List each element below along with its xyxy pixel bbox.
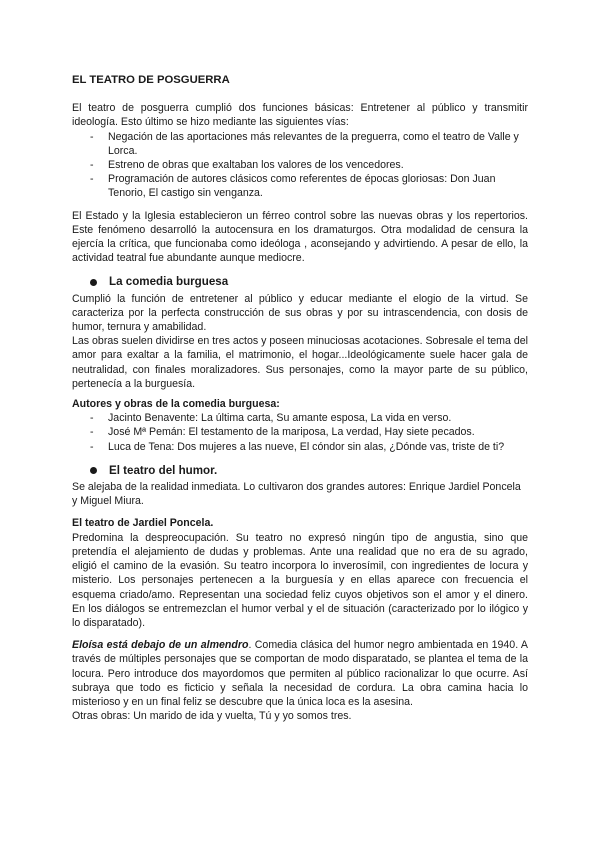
jardiel-heading: El teatro de Jardiel Poncela. xyxy=(72,517,214,530)
page-title: EL TEATRO DE POSGUERRA xyxy=(72,74,230,86)
bullet-icon xyxy=(90,279,97,286)
list-item: - Estreno de obras que exaltaban los valores de los vencedores. xyxy=(90,158,528,172)
bullet-icon xyxy=(90,467,97,474)
list-item: - Jacinto Benavente: La última carta, Su amante esposa, La vida en verso. xyxy=(90,411,528,425)
eloisa-text: . Comedia clásica del humor negro ambientada en 1940. A través de múltiples personajes que se comportan de modo disparatado, se plantea el tema de la locura. Pero introduce dos mayordomos que permiten al público racionalizar lo que ocurre. Así subraya que todo es ficticio y señala la necesidad de cordura. La obra camina hacia lo misterioso y en un final feliz se descubre que la única loca es la asesina. xyxy=(72,639,528,708)
comedia-paragraph-1: Cumplió la función de entretener al público y educar mediante el elogio de la virtud. Se caracteriza por la perfecta construcción de sus obras y por su intrascendencia, con dosis de humor, ternura y amabilidad. xyxy=(72,292,528,334)
list-item: - Programación de autores clásicos como referentes de épocas gloriosas: Don Juan Tenorio, El castigo sin venganza. xyxy=(90,172,528,200)
comedia-paragraph-2: Las obras suelen dividirse en tres actos y poseen minuciosas acotaciones. Sobresale el tema del amor para exaltar a la familia, el matrimonio, el hogar...Ideológicamente suele hacer gala de neutralidad, con finales moralizadores. Sus personajes, como la mayor parte de su público, pertenecía a la burguesía. xyxy=(72,335,528,390)
section-heading-humor xyxy=(72,464,528,478)
authors-list xyxy=(72,411,528,454)
eloisa-title: Eloísa está debajo de un almendro xyxy=(72,639,249,652)
eloisa-paragraph xyxy=(72,638,528,709)
list-item: - José Mª Pemán: El testamento de la mariposa, La verdad, Hay siete pecados. xyxy=(90,425,528,439)
intro-list xyxy=(72,130,528,201)
humor-paragraph: Se alejaba de la realidad inmediata. Lo cultivaron dos grandes autores: Enrique Jardiel Poncela y Miguel Miura. xyxy=(72,481,521,508)
section-heading-comedia xyxy=(72,275,528,289)
jardiel-paragraph: Predomina la despreocupación. Su teatro no expresó ningún tipo de angustia, sino que pretendía el alejamiento de dudas y problemas. Ante una realidad que no era de su agrado, eligió el camino de la evasión. Su teatro incorpora lo inverosímil, con ingredientes de locura y misterio. Los personajes pertenecen a la burguesía y en ellas aparece con frecuencia el esquema criado/amo. Representan una sociedad feliz cuyos objetivos son el amor y el dinero. En los diálogos se entremezclan el humor verbal y el de situación (caracterizado por lo ilógico y lo disparatado). xyxy=(72,531,528,629)
section-heading-text: La comedia burguesa xyxy=(109,275,229,289)
section-heading-text: El teatro del humor. xyxy=(109,463,218,477)
censura-paragraph: El Estado y la Iglesia establecieron un férreo control sobre las nuevas obras y los repertorios. Este fenómeno desarrolló la autocensura en los dramaturgos. Otra modalidad de censura la ejercía la crítica, que funcionaba como ideóloga , aconsejando y advirtiendo. A pesar de ello, la actividad teatral fue abundante aunque mediocre. xyxy=(72,209,528,265)
list-item: - Negación de las aportaciones más relevantes de la preguerra, como el teatro de Valle y Lorca. xyxy=(90,130,528,158)
list-item: - Luca de Tena: Dos mujeres a las nueve, El cóndor sin alas, ¿Dónde vas, triste de ti? xyxy=(90,440,528,454)
otras-obras: Otras obras: Un marido de ida y vuelta, Tú y yo somos tres. xyxy=(72,710,352,723)
intro-paragraph: El teatro de posguerra cumplió dos funciones básicas: Entretener al público y transmitir ideología. Esto último se hizo mediante las siguientes vías: xyxy=(72,102,528,129)
authors-heading: Autores y obras de la comedia burguesa: xyxy=(72,398,280,411)
